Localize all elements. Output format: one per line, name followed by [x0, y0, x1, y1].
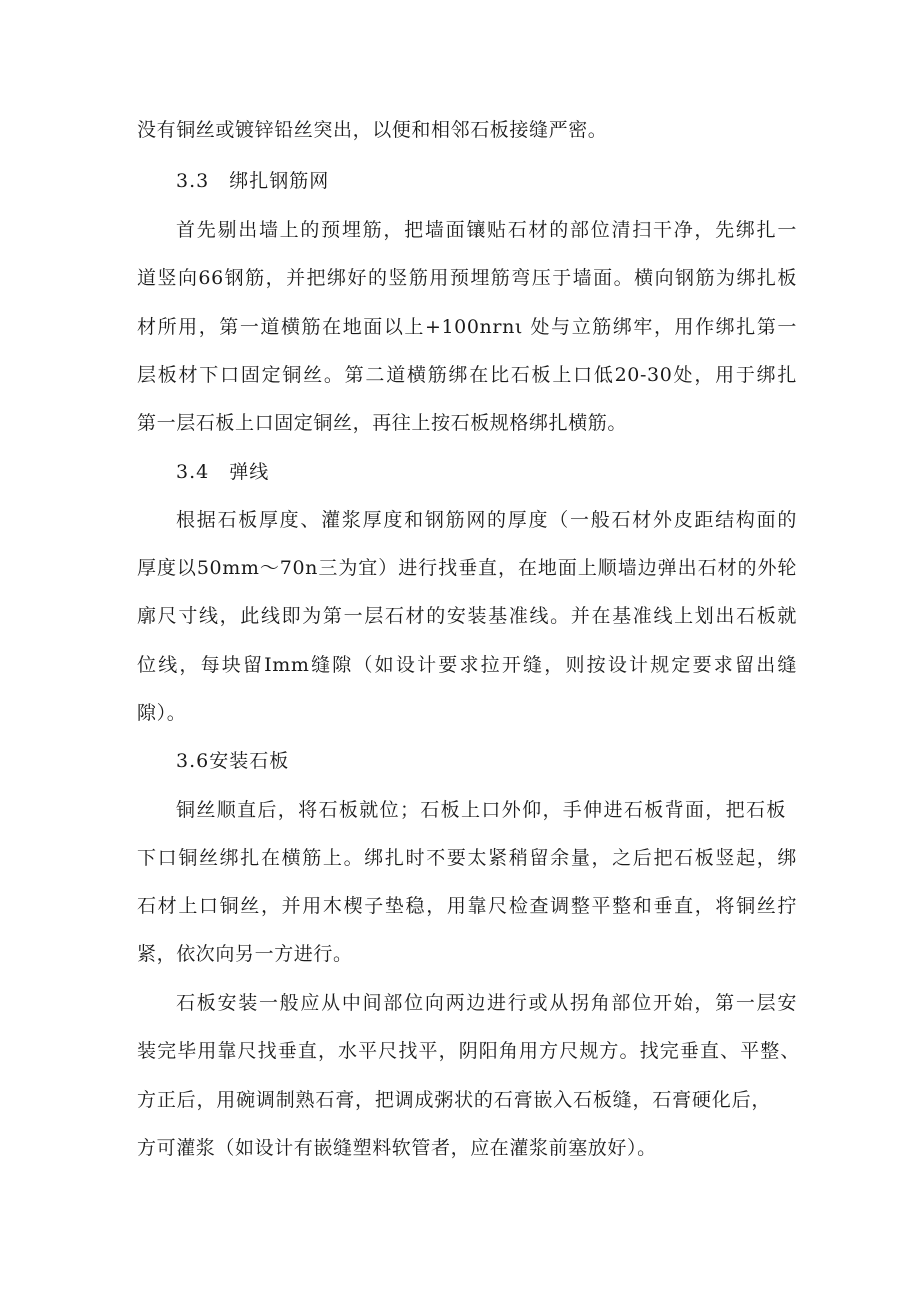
paragraph-line: 没有铜丝或镀锌铅丝突出，以便和相邻石板接缝严密。 [137, 119, 608, 141]
paragraph-line: 石板安装一般应从中间部位向两边进行或从拐角部位开始，第一层安 [176, 992, 797, 1014]
section-heading-3-6: 3.6安装石板 [176, 750, 290, 772]
paragraph-line: 下口铜丝绑扎在横筋上。绑扎时不要太紧稍留余量，之后把石板竖起，绑 [137, 847, 797, 869]
paragraph-line: 首先剔出墙上的预埋筋，把墙面镶贴石材的部位清扫干净，先绑扎一 [176, 219, 797, 241]
paragraph-line: 材所用，第一道横筋在地面以上+100nrnι 处与立筋绑牢，用作绑扎第一 [137, 316, 797, 338]
paragraph-line: 层板材下口固定铜丝。第二道横筋绑在比石板上口低20-30处，用于绑扎 [137, 364, 797, 386]
paragraph-line: 石材上口铜丝，并用木楔子垫稳，用靠尺检查调整平整和垂直，将铜丝拧 [137, 895, 797, 917]
section-heading-3-3: 3.3 绑扎钢筋网 [176, 170, 330, 192]
paragraph-line: 廓尺寸线，此线即为第一层石材的安装基准线。并在基准线上划出石板就 [137, 605, 797, 627]
paragraph-line: 方正后，用碗调制熟石膏，把调成粥状的石膏嵌入石板缝，石膏硬化后， [137, 1089, 771, 1111]
paragraph-line: 第一层石板上口固定铜丝，再往上按石板规格绑扎横筋。 [137, 412, 628, 434]
paragraph-line: 隙）。 [137, 702, 187, 724]
paragraph-line: 道竖向66钢筋，并把绑好的竖筋用预埋筋弯压于墙面。横向钢筋为绑扎板 [137, 267, 797, 289]
paragraph-line: 方可灌浆（如设计有嵌缝塑料软管者，应在灌浆前塞放好）。 [137, 1137, 657, 1159]
section-heading-3-4: 3.4 弹线 [176, 461, 270, 483]
paragraph-line: 装完毕用靠尺找垂直，水平尺找平，阴阳角用方尺规方。找完垂直、平整、 [137, 1040, 800, 1062]
paragraph-line: 位线，每块留Imm缝隙（如设计要求拉开缝，则按设计规定要求留出缝 [137, 654, 797, 676]
paragraph-line: 铜丝顺直后，将石板就位；石板上口外仰，手伸进石板背面，把石板 [176, 799, 786, 821]
paragraph-line: 紧，依次向另一方进行。 [137, 943, 353, 965]
paragraph-line: 根据石板厚度、灌浆厚度和钢筋网的厚度（一般石材外皮距结构面的 [176, 509, 797, 531]
paragraph-line: 厚度以50mm～70n三为宜）进行找垂直，在地面上顺墙边弹出石材的外轮 [137, 557, 797, 579]
